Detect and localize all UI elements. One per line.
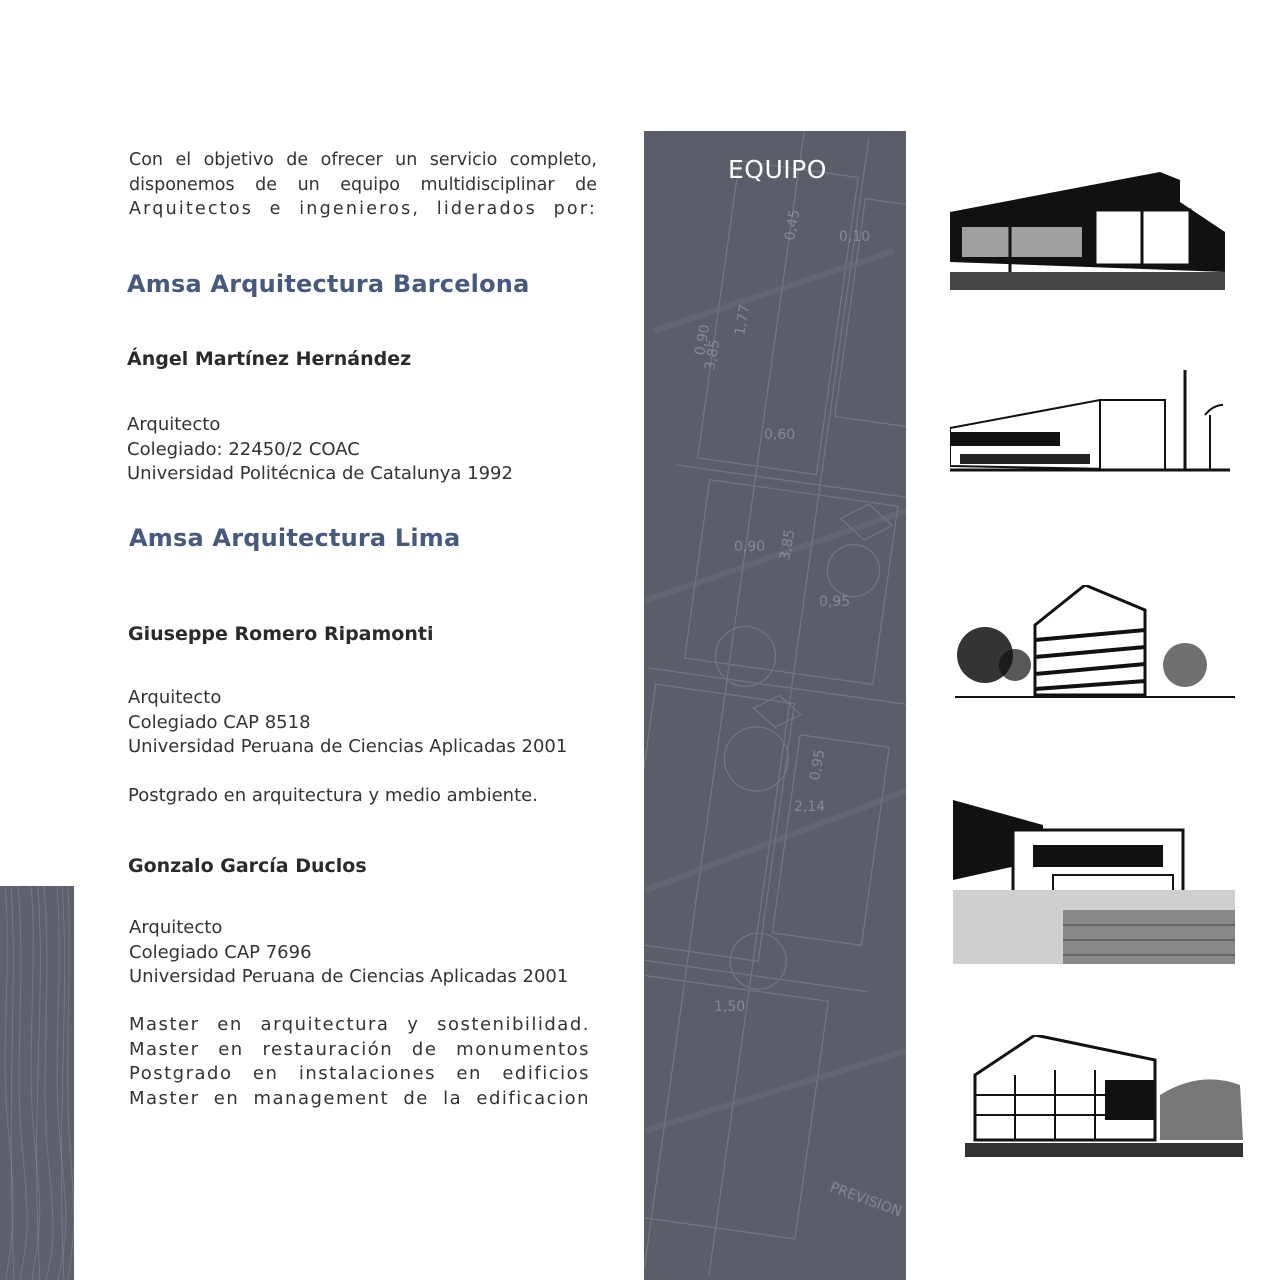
member-role: Arquitecto [129, 917, 223, 938]
blueprint-label: 0,95 [807, 748, 829, 782]
member-name: Giuseppe Romero Ripamonti [128, 623, 434, 645]
member-master-line: Master en restauración de monumentos [129, 1038, 590, 1060]
member-details [127, 413, 513, 487]
blueprint-label: 1,77 [732, 303, 754, 337]
intro-paragraph [129, 148, 597, 222]
intro-line-2: disponemos de un equipo multidisciplinar de [129, 174, 597, 195]
member-role: Arquitecto [128, 687, 222, 708]
member-master-line: Master en arquitectura y sostenibilidad. [129, 1014, 590, 1035]
blueprint-label: PREVISION [827, 1179, 904, 1221]
blueprint-label: 0,95 [819, 594, 851, 610]
wood-texture-graphic [0, 886, 74, 1280]
blueprint-background [644, 131, 906, 1280]
blueprint-label: 0,90 [692, 323, 714, 357]
blueprint-label: 0,10 [839, 229, 871, 245]
office-heading-lima: Amsa Arquitectura Lima [129, 524, 461, 552]
member-name: Ángel Martínez Hernández [127, 348, 412, 370]
intro-line-3: Arquitectos e ingenieros, liderados por: [129, 199, 597, 219]
building-sketch-icon [950, 172, 1228, 294]
member-university: Universidad Peruana de Ciencias Aplicadas 2001 [129, 966, 569, 987]
member-postgrad [128, 784, 538, 809]
building-sketch-icon [953, 800, 1235, 964]
decorative-strip [0, 886, 74, 1280]
member-name: Gonzalo García Duclos [128, 855, 367, 877]
office-heading-barcelona: Amsa Arquitectura Barcelona [127, 270, 530, 298]
blueprint-label: 0,60 [764, 427, 796, 443]
blueprint-label: 0,90 [734, 539, 766, 555]
member-registration: Colegiado CAP 7696 [129, 941, 312, 963]
member-masters [129, 1013, 590, 1111]
building-sketch-icon [955, 585, 1235, 705]
member-details [128, 686, 567, 760]
equipo-band [644, 131, 906, 1280]
intro-line-1: Con el objetivo de ofrecer un servicio completo, [129, 150, 597, 170]
blueprint-label: 3,85 [702, 338, 724, 372]
member-role: Arquitecto [127, 414, 221, 435]
building-sketch-icon [950, 370, 1230, 480]
member-master-line: Master en management de la edificacion [129, 1087, 590, 1109]
member-university: Universidad Politécnica de Catalunya 1992 [127, 463, 513, 484]
member-postgrad-line: Postgrado en arquitectura y medio ambiente. [128, 785, 538, 806]
member-university: Universidad Peruana de Ciencias Aplicadas 2001 [128, 736, 568, 757]
blueprint-label: 3,85 [777, 528, 799, 562]
member-master-line: Postgrado en instalaciones en edificios [129, 1063, 590, 1084]
blueprint-label: 1,50 [714, 999, 746, 1015]
blueprint-label: 0,45 [782, 208, 804, 242]
member-registration: Colegiado: 22450/2 COAC [127, 438, 360, 460]
blueprint-label: 2,14 [794, 799, 826, 815]
member-registration: Colegiado CAP 8518 [128, 711, 311, 733]
band-title: EQUIPO [728, 155, 827, 184]
building-sketch-icon [965, 1035, 1243, 1159]
member-details [129, 916, 568, 990]
